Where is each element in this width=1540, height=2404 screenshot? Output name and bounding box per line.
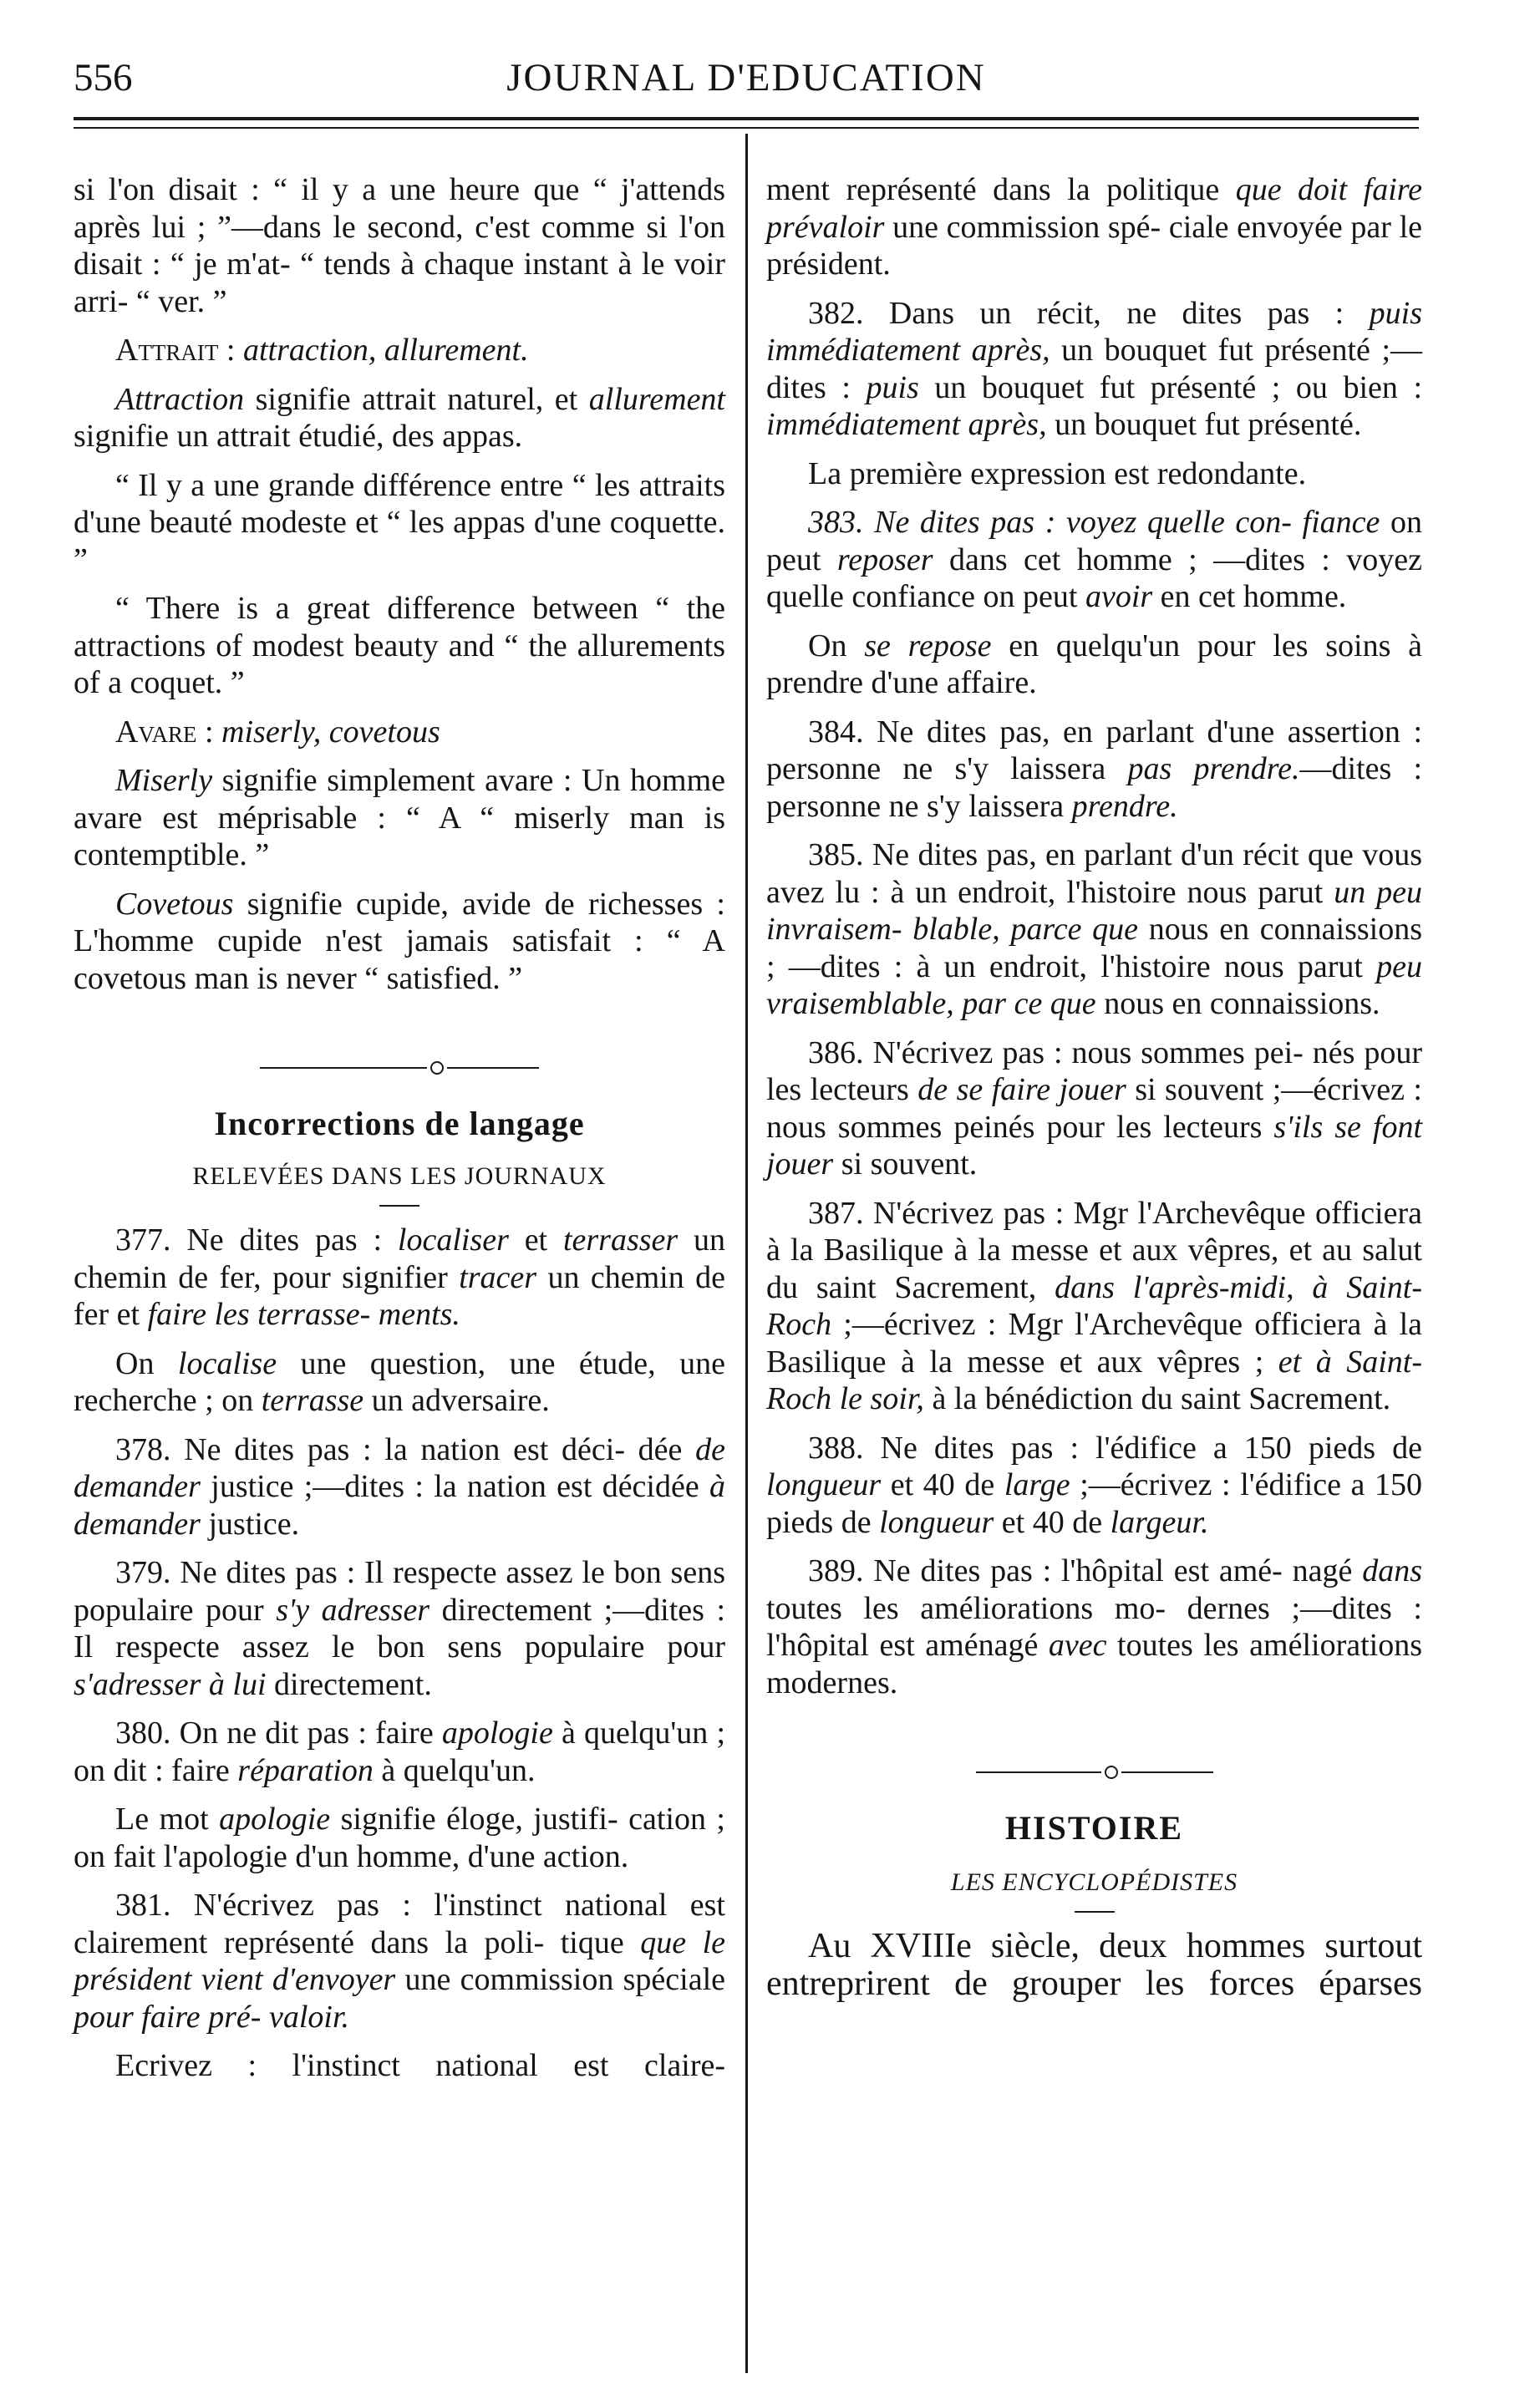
header-rule-thin — [74, 127, 1419, 129]
italic-word: faire les terrasse- ments. — [147, 1297, 460, 1332]
header-rule — [74, 117, 1419, 120]
section-subtitle-encyclopedistes: LES ENCYCLOPÉDISTES — [950, 1868, 1238, 1896]
running-head: JOURNAL D'EDUCATION — [506, 56, 986, 99]
text: justice ;—dites : la nation est décidée — [200, 1469, 709, 1504]
italic-word: localise — [177, 1345, 277, 1381]
text: 378. Ne dites pas : la nation est déci- dée — [115, 1431, 696, 1467]
column-divider — [745, 134, 748, 2373]
short-rule — [379, 1205, 419, 1207]
text: 384. Ne dites pas, en parlant d'une assertion : personne ne s'y laissera — [766, 714, 1422, 786]
text: On — [115, 1345, 178, 1381]
term: Avare : — [115, 714, 214, 750]
italic-word: dans — [1362, 1553, 1422, 1588]
item-389 — [766, 1553, 1422, 1701]
item-381-end — [766, 171, 1422, 283]
italic-word: Attraction — [115, 381, 245, 417]
term: Attrait : — [115, 333, 236, 368]
italic-word: largeur. — [1110, 1504, 1209, 1540]
short-rule — [1075, 1911, 1115, 1913]
text: si souvent. — [833, 1146, 978, 1182]
synonyms: attraction, allurement. — [242, 333, 529, 368]
quote-french: “ Il y a une grande différence entre “ les attraits d'une beauté modeste et “ les appas d'une coquette. ” — [74, 467, 725, 577]
text: à la bénédiction du saint Sacrement. — [923, 1381, 1391, 1416]
italic-word: longueur — [879, 1504, 994, 1540]
item-381 — [74, 1887, 725, 2036]
synonyms: miserly, covetous — [221, 714, 440, 750]
italic-word: de demander — [74, 1431, 725, 1504]
separator-ornament — [74, 1047, 725, 1072]
page-header — [74, 48, 1419, 107]
text: une commission spéciale — [395, 1962, 725, 1997]
text: nous en connaissions ; —dites : à un endroit, l'histoire nous parut — [766, 912, 1422, 984]
text: toutes les améliorations modernes. — [766, 1628, 1422, 1700]
italic-word: apologie — [441, 1715, 553, 1751]
text: 377. Ne dites pas : — [115, 1222, 398, 1258]
italic-word: avec — [1048, 1628, 1107, 1663]
separator-ornament — [766, 1751, 1422, 1776]
quote-english: “ There is a great difference between “ the attractions of modest beauty and “ the allurements of a coquet. ” — [74, 591, 725, 700]
text: à quelqu'un. — [373, 1752, 536, 1788]
text: signifie cupide, avide de richesses : L'homme cupide n'est jamais satisfait : “ A covetous man is never “ satisfied. ” — [74, 886, 725, 996]
text: si souvent ;—écrivez : nous sommes peinés pour les lecteurs — [766, 1072, 1422, 1145]
italic-phrase: de se faire jouer — [917, 1072, 1126, 1107]
text: 388. Ne dites pas : l'édifice a 150 pieds de — [808, 1430, 1422, 1466]
text: Le mot — [115, 1802, 220, 1837]
text: on peut — [766, 505, 1422, 577]
section-title: Incorrections de langage — [214, 1105, 585, 1142]
text: 381. N'écrivez pas : l'instinct national est clairement représenté dans la poli- tique — [74, 1888, 725, 1960]
paragraph — [74, 886, 725, 998]
text: dans cet homme ; —dites : voyez quelle confiance on peut — [766, 541, 1422, 614]
item-378 — [74, 1431, 725, 1543]
section-subtitle: RELEVÉES DANS LES JOURNAUX — [192, 1161, 607, 1190]
italic-word: localiser — [397, 1222, 509, 1258]
text: 387. N'écrivez pas : Mgr l'Archevêque officiera à la Basilique à la messe et aux vêpres, et au salut du saint Sacrement, — [766, 1195, 1422, 1305]
item-382-note: La première expression est redondante. — [808, 455, 1307, 491]
item-377 — [74, 1222, 725, 1334]
text: en quelqu'un pour les soins à prendre d'une affaire. — [766, 628, 1422, 700]
italic-phrase: et à Saint- Roch le soir, — [766, 1344, 1422, 1416]
italic-phrase: peu vraisemblable, par ce que — [766, 948, 1422, 1021]
italic-word: allurement — [588, 381, 725, 417]
item-379 — [74, 1554, 725, 1703]
text: et — [508, 1222, 563, 1258]
italic-word: Miserly — [115, 763, 213, 798]
italic-word: tracer — [459, 1259, 537, 1295]
text: un bouquet fut présenté ; ou bien : — [918, 369, 1422, 405]
text: à quelqu'un ; on dit : faire — [74, 1715, 725, 1788]
text: On — [808, 628, 865, 663]
text: une question, une étude, une recherche ; on — [74, 1345, 725, 1418]
italic-word: réparation — [237, 1752, 374, 1788]
italic-word: immédiatement après, — [766, 407, 1047, 442]
right-column — [766, 171, 1422, 2014]
italic-word: pour faire pré- valoir. — [74, 1999, 350, 2035]
italic-word: terrasse — [261, 1383, 364, 1418]
history-paragraph: Au XVIIIe siècle, deux hommes surtout entreprirent de grouper les forces éparses — [766, 1927, 1422, 2003]
italic-word: large — [1004, 1467, 1070, 1502]
text: en cet homme. — [1152, 579, 1347, 614]
text: signifie éloge, justifi- cation ; on fait l'apologie d'un homme, d'une action. — [74, 1802, 725, 1874]
text: signifie un attrait étudié, des appas. — [74, 419, 523, 454]
italic-word: que doit faire prévaloir — [766, 172, 1422, 245]
item-380-note — [74, 1801, 725, 1875]
italic-word: Covetous — [115, 886, 234, 922]
text: 379. Ne dites pas : Il respecte assez le bon sens populaire pour — [74, 1555, 725, 1628]
text: un adversaire. — [363, 1383, 550, 1418]
section-title-histoire: HISTOIRE — [1004, 1809, 1184, 1847]
text: directement. — [266, 1666, 432, 1702]
page-number: 556 — [74, 56, 133, 99]
italic-phrase: 383. Ne dites pas : voyez quelle con- fiance — [808, 505, 1380, 540]
item-381-continued: Ecrivez : l'instinct national est claire- — [115, 2048, 725, 2083]
entry-attrait — [74, 332, 725, 369]
item-382 — [766, 295, 1422, 444]
item-385 — [766, 836, 1422, 1023]
text: un bouquet fut présenté. — [1046, 407, 1362, 442]
italic-word: prendre. — [1071, 788, 1178, 824]
text: nous en connaissions. — [1095, 986, 1380, 1021]
item-377-note — [74, 1345, 725, 1420]
italic-word: puis immédiatement après, — [766, 295, 1422, 368]
italic-phrase: un peu invraisem- blable, parce que — [766, 874, 1423, 947]
left-column — [74, 171, 725, 2085]
italic-word: pas prendre. — [1127, 751, 1300, 786]
text: toutes les améliorations mo- dernes ;—dites : l'hôpital est aménagé — [766, 1590, 1422, 1663]
item-380 — [74, 1715, 725, 1789]
italic-word: à demander — [74, 1469, 725, 1542]
paragraph: si l'on disait : “ il y a une heure que “ j'attends après lui ; ”—dans le second, c'est comme si l'on disait : “ je m'at- “ tends à chaque instant à le voir arri- “ ver. ” — [74, 172, 725, 319]
paragraph — [74, 381, 725, 455]
italic-word: apologie — [219, 1802, 331, 1837]
entry-avare — [74, 714, 725, 751]
item-386 — [766, 1034, 1422, 1183]
text: —dites : personne ne s'y laissera — [766, 751, 1423, 824]
text: ment représenté dans la politique — [766, 172, 1236, 207]
italic-phrase: s'ils se font jouer — [766, 1109, 1422, 1182]
text: un bouquet fut présenté ;—dites : — [766, 333, 1422, 405]
italic-phrase: dans l'après-midi, à Saint-Roch — [766, 1269, 1422, 1342]
italic-word: avoir — [1085, 579, 1153, 614]
text: et 40 de — [881, 1467, 1004, 1502]
italic-word: que le président vient d'envoyer — [74, 1924, 725, 1997]
text: une commission spé- ciale envoyée par le président. — [766, 209, 1422, 282]
text: 382. Dans un récit, ne dites pas : — [808, 295, 1370, 331]
text: signifie simplement avare : Un homme avare est méprisable : “ A “ miserly man is contemptible. ” — [74, 763, 725, 872]
text: et 40 de — [994, 1504, 1111, 1540]
italic-word: terrasser — [562, 1222, 679, 1258]
text: ;—écrivez : Mgr l'Archevêque officiera à la Basilique à la messe et aux vêpres ; — [766, 1307, 1422, 1380]
text: 386. N'écrivez pas : nous sommes pei- nés pour les lecteurs — [766, 1034, 1422, 1107]
italic-word: reposer — [836, 541, 933, 577]
text: justice. — [200, 1506, 300, 1542]
paragraph — [74, 762, 725, 874]
text: un chemin de fer, pour signifier — [74, 1222, 725, 1295]
text: directement ;—dites : Il respecte assez le bon sens populaire pour — [74, 1592, 726, 1665]
text: un chemin de fer et — [74, 1259, 725, 1332]
italic-word: s'y adresser — [276, 1592, 430, 1628]
text: 385. Ne dites pas, en parlant d'un récit que vous avez lu : à un endroit, l'histoire nous parut — [766, 837, 1422, 910]
item-383 — [766, 504, 1422, 616]
italic-word: longueur — [766, 1467, 882, 1502]
italic-word: s'adresser à lui — [74, 1666, 267, 1702]
item-383-note — [766, 628, 1422, 702]
text: 380. On ne dit pas : faire — [115, 1715, 442, 1751]
italic-word: se repose — [864, 628, 992, 663]
text: 389. Ne dites pas : l'hôpital est amé- nagé — [808, 1553, 1363, 1588]
text: signifie attrait naturel, et — [244, 381, 589, 417]
item-384 — [766, 714, 1422, 826]
item-388 — [766, 1430, 1422, 1542]
italic-word: puis — [866, 369, 919, 405]
text: ;—écrivez : l'édifice a 150 pieds de — [766, 1467, 1422, 1540]
item-387 — [766, 1195, 1422, 1418]
